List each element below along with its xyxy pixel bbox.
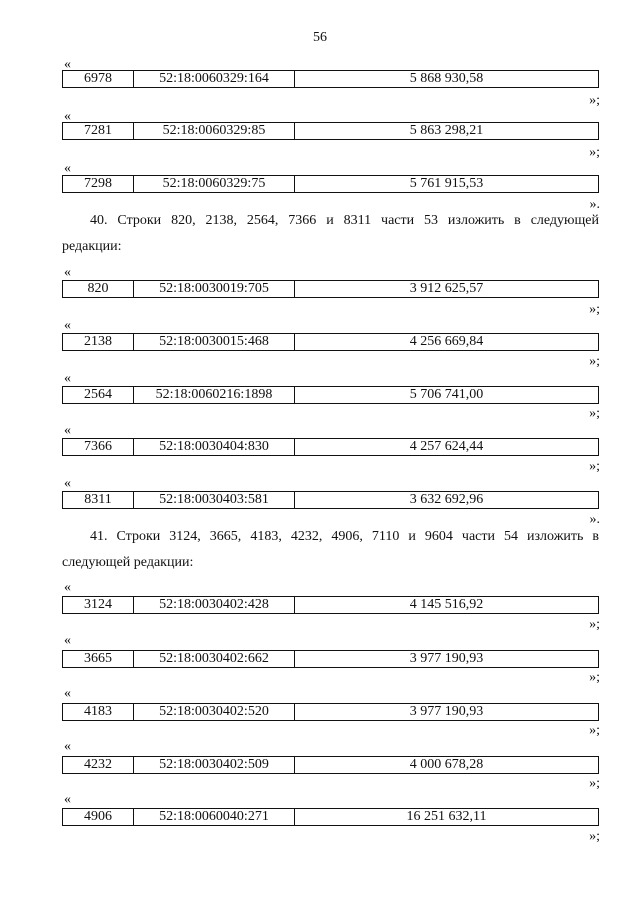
paragraph-line: 41. Строки 3124, 3665, 4183, 4232, 4906, 7110 и 9604 части 54 изложить в	[90, 529, 599, 544]
cadastral-number: 52:18:0030402:520	[134, 704, 295, 721]
close-quote: »;	[589, 354, 600, 369]
row-number: 3124	[63, 597, 134, 614]
close-quote: »;	[589, 776, 600, 791]
row-number: 4906	[63, 809, 134, 826]
cadastral-value: 5 706 741,00	[295, 387, 599, 404]
table-row	[62, 122, 599, 140]
close-quote: »;	[589, 93, 600, 108]
cadastral-number: 52:18:0030015:468	[134, 334, 295, 351]
table-row	[62, 596, 599, 614]
table-row	[62, 650, 599, 668]
cadastral-value: 3 977 190,93	[295, 704, 599, 721]
row-number: 7298	[63, 176, 134, 193]
row-number: 2138	[63, 334, 134, 351]
table-row	[62, 70, 599, 88]
cadastral-number: 52:18:0060329:75	[134, 176, 295, 193]
cadastral-number: 52:18:0060216:1898	[134, 387, 295, 404]
close-quote: ».	[589, 197, 600, 212]
close-quote: ».	[589, 512, 600, 527]
cadastral-value: 5 761 915,53	[295, 176, 599, 193]
row-number: 8311	[63, 492, 134, 509]
cadastral-value: 4 000 678,28	[295, 757, 599, 774]
open-quote: «	[64, 161, 71, 176]
cadastral-number: 52:18:0030402:509	[134, 757, 295, 774]
cadastral-value: 16 251 632,11	[295, 809, 599, 826]
close-quote: »;	[589, 406, 600, 421]
open-quote: «	[64, 265, 71, 280]
row-number: 4232	[63, 757, 134, 774]
close-quote: »;	[589, 617, 600, 632]
cadastral-number: 52:18:0060329:85	[134, 123, 295, 140]
open-quote: «	[64, 476, 71, 491]
cadastral-value: 3 632 692,96	[295, 492, 599, 509]
row-number: 4183	[63, 704, 134, 721]
row-number: 820	[63, 281, 134, 298]
open-quote: «	[64, 318, 71, 333]
row-number: 7281	[63, 123, 134, 140]
open-quote: «	[64, 686, 71, 701]
row-number: 2564	[63, 387, 134, 404]
cadastral-value: 3 912 625,57	[295, 281, 599, 298]
cadastral-number: 52:18:0060329:164	[134, 71, 295, 88]
cadastral-value: 4 256 669,84	[295, 334, 599, 351]
paragraph-line: редакции:	[62, 239, 122, 254]
page-number: 56	[313, 30, 327, 45]
cadastral-value: 5 868 930,58	[295, 71, 599, 88]
row-number: 3665	[63, 651, 134, 668]
row-number: 6978	[63, 71, 134, 88]
cadastral-value: 4 145 516,92	[295, 597, 599, 614]
open-quote: «	[64, 633, 71, 648]
open-quote: «	[64, 580, 71, 595]
close-quote: »;	[589, 829, 600, 844]
cadastral-number: 52:18:0030404:830	[134, 439, 295, 456]
close-quote: »;	[589, 459, 600, 474]
cadastral-number: 52:18:0030019:705	[134, 281, 295, 298]
paragraph-line: 40. Строки 820, 2138, 2564, 7366 и 8311 части 53 изложить в следующей	[90, 213, 599, 228]
cadastral-value: 4 257 624,44	[295, 439, 599, 456]
paragraph-line: следующей редакции:	[62, 555, 194, 570]
open-quote: «	[64, 109, 71, 124]
table-row	[62, 756, 599, 774]
open-quote: «	[64, 57, 71, 72]
cadastral-value: 3 977 190,93	[295, 651, 599, 668]
close-quote: »;	[589, 723, 600, 738]
open-quote: «	[64, 739, 71, 754]
open-quote: «	[64, 792, 71, 807]
table-row	[62, 808, 599, 826]
table-row	[62, 175, 599, 193]
close-quote: »;	[589, 302, 600, 317]
table-row	[62, 491, 599, 509]
open-quote: «	[64, 371, 71, 386]
table-row	[62, 333, 599, 351]
cadastral-number: 52:18:0060040:271	[134, 809, 295, 826]
row-number: 7366	[63, 439, 134, 456]
cadastral-number: 52:18:0030403:581	[134, 492, 295, 509]
paragraph-41	[62, 524, 599, 576]
open-quote: «	[64, 423, 71, 438]
cadastral-number: 52:18:0030402:662	[134, 651, 295, 668]
table-row	[62, 703, 599, 721]
table-row	[62, 438, 599, 456]
close-quote: »;	[589, 670, 600, 685]
paragraph-40	[62, 208, 599, 260]
cadastral-number: 52:18:0030402:428	[134, 597, 295, 614]
table-row	[62, 386, 599, 404]
cadastral-value: 5 863 298,21	[295, 123, 599, 140]
table-row	[62, 280, 599, 298]
close-quote: »;	[589, 145, 600, 160]
